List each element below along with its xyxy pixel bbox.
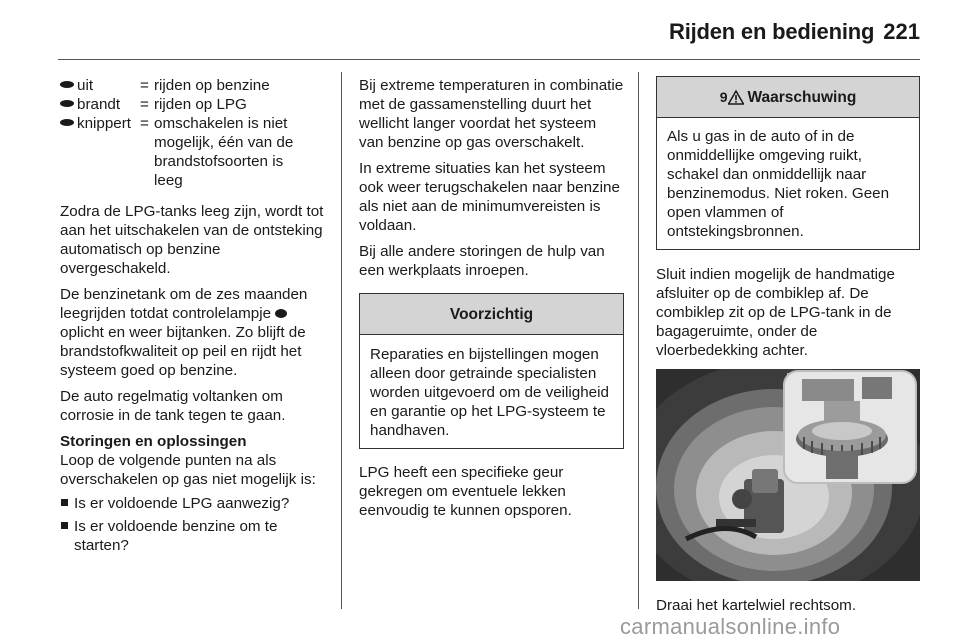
caution-text: Reparaties en bijstellingen mogen alleen door getrainde specialisten worden uitgevoerd om de veiligheid en garantie op het LPG-systeem te handhaven.: [370, 346, 609, 439]
warning-triangle-icon: [728, 90, 744, 105]
lpg-valve-illustration: [656, 369, 920, 581]
page-header-title: Rijden en bediening: [669, 19, 875, 44]
warning-title: Waarschuwing: [747, 88, 857, 106]
paragraph: Sluit indien mogelijk de handmatige afsluiter op de combiklep af. De combiklep zit op de LPG-tank in de bagageruimte, onder de vloerbedekking achter.: [656, 266, 895, 359]
warning-text: Als u gas in de auto of in de onmiddellijke omgeving ruikt, schakel dan onmiddellijk naar benzinemodus. Niet roken. Geen open vlammen of ontstekingsbronnen.: [667, 128, 890, 240]
site-watermark: carmanualsonline.info: [620, 614, 841, 639]
section-heading: Storingen en oplossingen: [60, 433, 247, 450]
paragraph: Draai het kartelwiel rechtsom.: [656, 597, 857, 614]
warning-box: [656, 76, 920, 250]
paragraph: Bij extreme temperaturen in combinatie met de gassamenstelling duurt het wellicht langer voordat het systeem van benzine op gas overschakelt.: [359, 77, 624, 151]
table-row: uit = rijden op benzine: [60, 76, 314, 95]
table-row: knippert = omschakelen is niet mogelijk, één van de brandstofsoorten is leeg: [60, 114, 314, 190]
paragraph: Zodra de LPG-tanks leeg zijn, wordt tot aan het uitschakelen van de ontsteking automatisch op benzine overgeschakeld.: [60, 203, 324, 277]
indicator-lamp-icon: [60, 81, 74, 88]
table-row: brandt = rijden op LPG: [60, 95, 314, 114]
indicator-lamp-icon: [60, 100, 74, 107]
indicator-lamp-icon: [60, 119, 74, 126]
caution-box: [359, 293, 624, 449]
paragraph: Bij alle andere storingen de hulp van een werkplaats inroepen.: [359, 243, 605, 279]
bullet-list: [60, 494, 325, 555]
indicator-lamp-icon: [275, 309, 287, 318]
lpg-valve-photo: [656, 369, 920, 581]
paragraph: De benzinetank om de zes maanden leegrijden totdat controlelampje oplicht en weer bijtanken. Zo blijft de brandstofkwaliteit op peil en rijdt het systeem goed op benzine.: [60, 286, 308, 379]
column-2: [359, 76, 624, 527]
paragraph: In extreme situaties kan het systeem ook weer terugschakelen naar benzine als niet aan de minimumvereisten is voldaan.: [359, 160, 620, 234]
header-divider: [58, 59, 920, 60]
warning-number: 9: [719, 88, 728, 105]
column-divider-2: [638, 72, 639, 609]
paragraph: De auto regelmatig voltanken om corrosie in de tank tegen te gaan.: [60, 388, 286, 424]
caution-title: Voorzichtig: [360, 294, 623, 335]
list-item: Is er voldoende benzine om te starten?: [60, 517, 325, 555]
column-3: [656, 76, 920, 622]
column-divider-1: [341, 72, 342, 609]
column-1: [60, 76, 325, 559]
list-item: Is er voldoende LPG aanwezig?: [60, 494, 325, 513]
paragraph: LPG heeft een specifieke geur gekregen om eventuele lekken eenvoudig te kunnen opsporen.: [359, 464, 572, 519]
paragraph: Loop de volgende punten na als overschakelen op gas niet mogelijk is:: [60, 452, 316, 488]
lamp-status-table: [60, 76, 314, 190]
page-number: 221: [883, 19, 920, 44]
